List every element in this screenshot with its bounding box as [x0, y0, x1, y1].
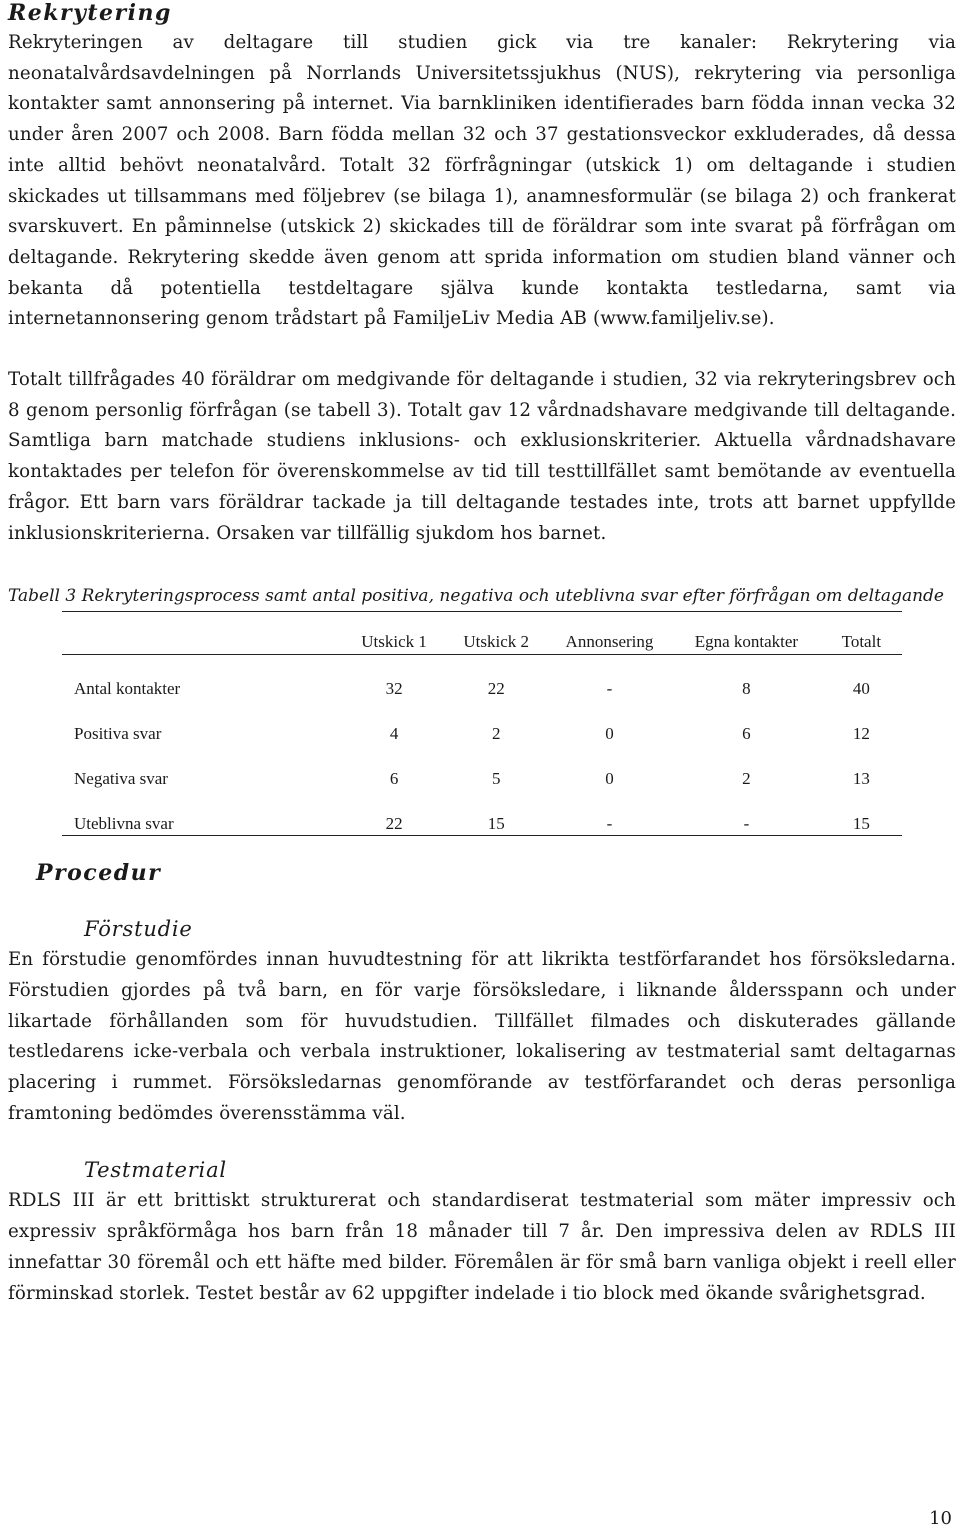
paragraph-rekrytering-2: Totalt tillfrågades 40 föräldrar om medgivande för deltagande i studien, 32 via rekryteringsbrev och 8 genom personlig förfrågan (se tabell 3). Totalt gav 12 vårdnadshavare medgivande till deltagande. Samtliga barn matchade studiens inklusions- och exklusionskriterier. Aktuella vårdnadshavare kontaktades per telefon för överenskommelse av tid till testtillfället samt bemötande av eventuella frågor. Ett barn vars föräldrar tackade ja till deltagande testades inte, trots att barnet uppfyllde inklusionskriterierna. Orsaken var tillfällig sjukdom hos barnet. — [8, 369, 956, 544]
table-cell: 12 — [852, 724, 870, 744]
table-header-cell: Utskick 1 — [343, 612, 446, 655]
table-cell: - — [606, 679, 613, 699]
subheading-forstudie: Förstudie — [84, 917, 193, 942]
table-row — [62, 790, 902, 836]
table-header-cell: Totalt — [821, 612, 902, 655]
table-cell: 2 — [742, 769, 751, 789]
document-page — [8, 0, 956, 1309]
table-cell: 6 — [389, 769, 399, 789]
table-row — [62, 700, 902, 745]
section-heading-rekrytering: Rekrytering — [8, 0, 172, 26]
table-header-cell: Annonsering — [547, 612, 672, 655]
table-cell: 4 — [389, 724, 399, 744]
table-cell: Positiva svar — [74, 724, 162, 744]
table-cell: 0 — [605, 769, 614, 789]
table-caption: Tabell 3 Rekryteringsprocess samt antal positiva, negativa och uteblivna svar efter förfrågan om deltagande — [8, 586, 944, 607]
table-row — [62, 745, 902, 790]
paragraph-rekrytering-1: Rekryteringen av deltagare till studien gick via tre kanaler: Rekrytering via neonatalvårdsavdelningen på Norrlands Universitetssjukhus (NUS), rekrytering via personliga kontakter samt annonsering på internet. Via barnkliniken identifierades barn födda innan vecka 32 under åren 2007 och 2008. Barn födda mellan 32 och 37 gestationsveckor exkluderades, då dessa inte alltid behövt neonatalvård. Totalt 32 förfrågningar (utskick 1) om deltagande i studien skickades ut tillsammans med följebrev (se bilaga 1), anamnesformulär (se bilaga 2) och frankerat svarskuvert. En påminnelse (utskick 2) skickades till de föräldrar som inte svarat på förfrågan om deltagande. Rekrytering skedde även genom att sprida information om studien bland vänner och bekanta då potentiella testdeltagare själva kunde kontakta testledarna, samt via internetannonsering genom trådstart på FamiljeLiv Media AB (www.familjeliv.se). — [8, 32, 956, 330]
table-cell: 15 — [446, 790, 547, 836]
table-cell: 22 — [487, 679, 505, 699]
table-cell: Uteblivna svar — [62, 790, 343, 836]
recruitment-table — [62, 611, 902, 836]
table-cell: 40 — [852, 679, 870, 699]
table-header-row — [62, 612, 902, 655]
table-header-cell — [62, 612, 343, 655]
table-cell: 5 — [491, 769, 501, 789]
table-header-cell: Egna kontakter — [672, 612, 821, 655]
table-cell: - — [672, 790, 821, 836]
table-cell: Negativa svar — [74, 769, 168, 789]
table-cell: 32 — [385, 679, 403, 699]
table-cell: 0 — [605, 724, 614, 744]
paragraph-testmaterial: RDLS III är ett brittiskt strukturerat och standardiserat testmaterial som mäter impressiv och expressiv språkförmåga hos barn från 18 månader till 7 år. Den impressiva delen av RDLS III innefattar 30 föremål och ett häfte med bilder. Föremålen är för små barn vanliga objekt i reell eller förminskad storlek. Testet består av 62 uppgifter indelade i tio block med ökande svårighetsgrad. — [8, 1190, 956, 1304]
table-cell: 6 — [742, 724, 751, 744]
table-cell: 13 — [852, 769, 870, 789]
table-cell: - — [547, 790, 672, 836]
table-cell: 15 — [821, 790, 902, 836]
table-row — [62, 655, 902, 701]
table-cell: 2 — [491, 724, 501, 744]
page-number: 10 — [929, 1508, 952, 1529]
section-heading-procedur: Procedur — [36, 860, 162, 887]
table-cell: 8 — [742, 679, 751, 699]
table-cell: Antal kontakter — [74, 679, 181, 699]
paragraph-forstudie: En förstudie genomfördes innan huvudtestning för att likrikta testförfarandet hos försöksledarna. Förstudien gjordes på två barn, en för varje försöksledare, i liknande åldersspann och under likartade förhållanden som för huvudstudien. Tillfället filmades och diskuterades gällande testledarens icke-verbala och verbala instruktioner, lokalisering av testmaterial samt deltagarnas placering i rummet. Försöksledarnas genomförande av testförfarandet och deras personliga framtoning bedömdes överensstämma väl. — [8, 949, 956, 1124]
table-cell: 22 — [343, 790, 446, 836]
subheading-testmaterial: Testmaterial — [84, 1158, 227, 1183]
table-header-cell: Utskick 2 — [446, 612, 547, 655]
